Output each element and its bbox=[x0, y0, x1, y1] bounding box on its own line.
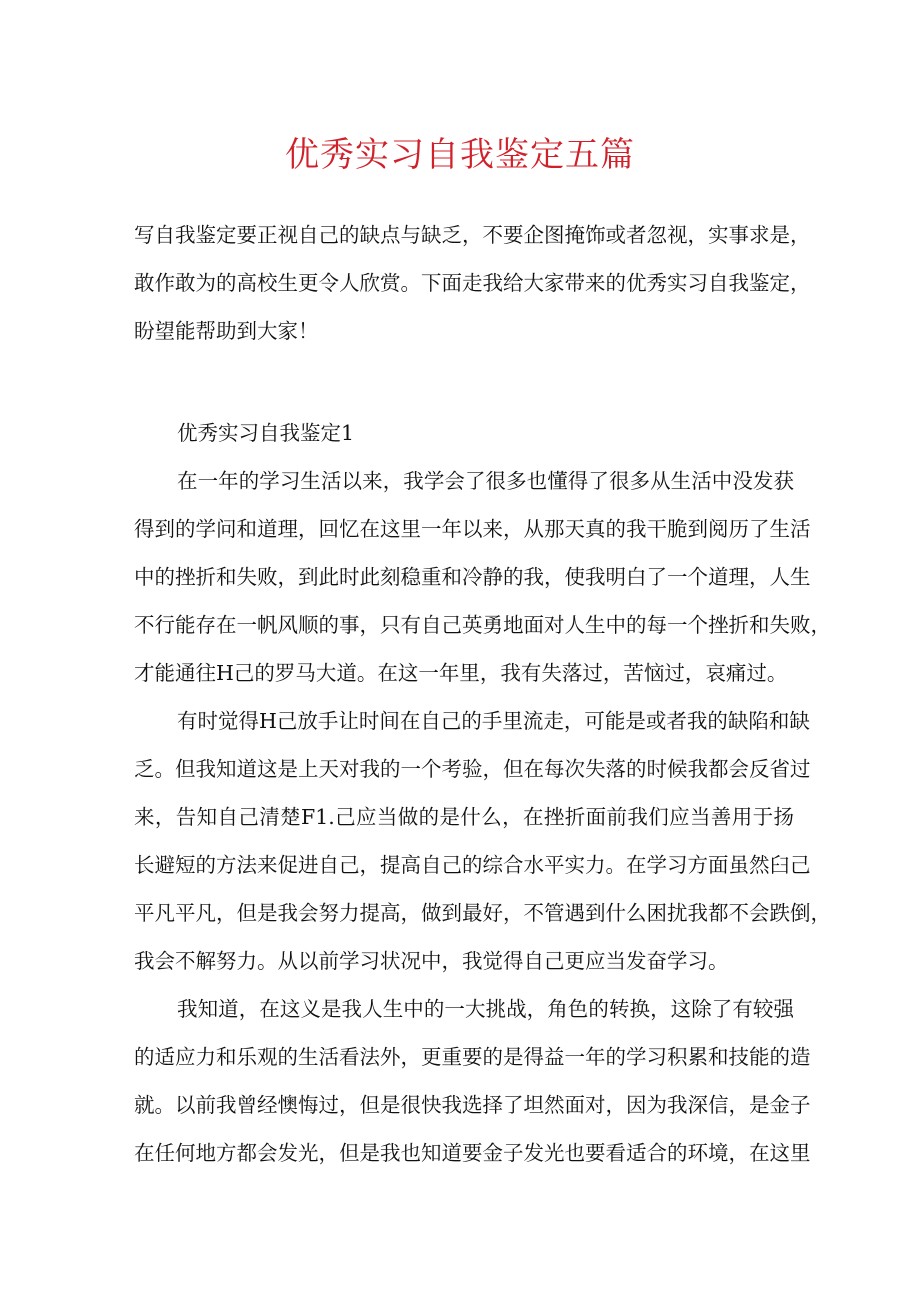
paragraph-line: 得到的学问和道理，回忆在这里一年以来，从那天真的我干脆到阅历了生活 bbox=[134, 517, 811, 541]
paragraph-line: 我知道，在这义是我人生中的一大挑战，角色的转换，这除了有较强 bbox=[177, 997, 794, 1021]
paragraph bbox=[134, 985, 811, 1177]
paragraph-line: 来，告知自己清楚F1.己应当做的是什么，在挫折面前我们应当善用于扬 bbox=[134, 805, 794, 829]
paragraph-line: 的适应力和乐观的生活看法外，更重要的是得益一年的学习积累和技能的造 bbox=[134, 1045, 811, 1069]
document-body bbox=[134, 211, 831, 1177]
paragraph-line: 平凡平凡，但是我会努力提高，做到最好，不管遇到什么困扰我都不会跌倒， bbox=[134, 901, 831, 925]
paragraph bbox=[134, 697, 831, 985]
section-heading: 优秀实习自我鉴定1 bbox=[177, 421, 355, 445]
paragraph bbox=[134, 457, 831, 697]
paragraph-line: 我会不解努力。从以前学习状况中，我觉得自己更应当发奋学习。 bbox=[134, 949, 729, 973]
intro-paragraph bbox=[134, 211, 811, 355]
paragraph-line: 才能通往H己的罗马大道。在这一年里，我有失落过，苦恼过，哀痛过。 bbox=[134, 661, 788, 685]
paragraph-line: 长避短的方法来促进自己，提高自己的综合水平实力。在学习方面虽然臼己 bbox=[134, 853, 811, 877]
spacer bbox=[134, 355, 794, 409]
paragraph-line: 就。以前我曾经懊悔过，但是很快我选择了坦然面对，因为我深信，是金子 bbox=[134, 1093, 811, 1117]
paragraph-line: 在一年的学习生活以来，我学会了很多也懂得了很多从生活中没发获 bbox=[177, 469, 794, 493]
paragraph-line: 不行能存在一帆风顺的事，只有自己英勇地面对人生中的每一个挫折和失败， bbox=[134, 613, 831, 637]
intro-line: 盼望能帮助到大家！ bbox=[134, 319, 319, 343]
paragraph-line: 中的挫折和失败，到此时此刻稳重和冷静的我，使我明白了一个道理，人生 bbox=[134, 565, 811, 589]
paragraph-line: 乏。但我知道这是上天对我的一个考验，但在每次失落的时候我都会反省过 bbox=[134, 757, 811, 781]
paragraph-line: 有时觉得H己放手让时间在自己的手里流走，可能是或者我的缺陷和缺 bbox=[177, 709, 810, 733]
intro-line: 敢作敢为的高校生更令人欣赏。下面走我给大家带来的优秀实习自我鉴定， bbox=[134, 271, 811, 295]
intro-line: 写自我鉴定要正视自己的缺点与缺乏，不要企图掩饰或者忽视，实事求是， bbox=[134, 223, 811, 247]
paragraph-line: 在任何地方都会发光，但是我也知道要金子发光也要看适合的环境，在这里 bbox=[134, 1141, 811, 1165]
document-title: 优秀实习自我鉴定五篇 bbox=[285, 135, 635, 175]
